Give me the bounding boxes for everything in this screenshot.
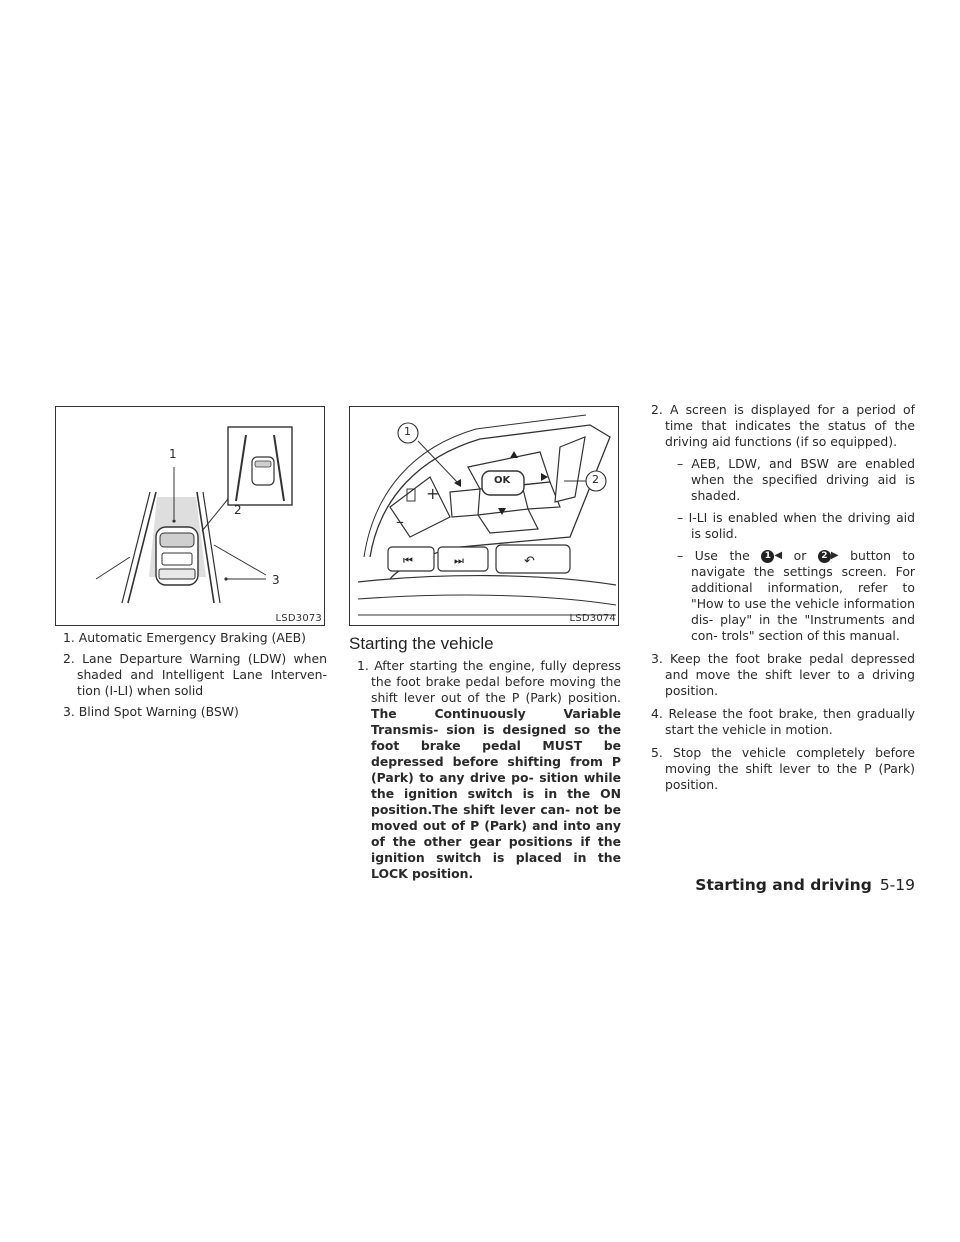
sub-item-text: – Use the bbox=[677, 548, 750, 563]
step-2-text: 2. A screen is displayed for a period of time that indicates the status of the driving aid functions (if so equipped). bbox=[651, 402, 915, 449]
caption-item: 2. Lane Departure Warning (LDW) when shaded and Intelligent Lane Interven- tion (I-LI) when solid bbox=[63, 651, 327, 698]
button-2-badge: 2 bbox=[818, 550, 831, 563]
sub-item-or: or bbox=[793, 548, 807, 563]
steps-list-continued bbox=[643, 402, 915, 793]
step-2 bbox=[643, 402, 915, 644]
button-1-badge: 1 bbox=[761, 550, 774, 563]
middle-column bbox=[349, 406, 621, 889]
left-column bbox=[55, 406, 327, 725]
figure-caption-list bbox=[55, 630, 327, 720]
svg-text:⏭: ⏭ bbox=[454, 554, 464, 567]
steering-switch-illustration bbox=[350, 407, 618, 625]
sub-item-text: button to navigate the settings screen. For additional information, refer to "How to use the vehicle information dis- play" in the "Instruments and con- trols" section of this manual. bbox=[691, 548, 915, 643]
page-number: 5-19 bbox=[879, 876, 915, 894]
caption-item: 1. Automatic Emergency Braking (AEB) bbox=[63, 630, 307, 645]
caption-item: 3. Blind Spot Warning (BSW) bbox=[63, 704, 239, 719]
step-2-sublist bbox=[665, 456, 915, 644]
callout-1: 1 bbox=[404, 425, 411, 438]
step-3: 3. Keep the foot brake pedal depressed and move the shift lever to a driving position. bbox=[651, 651, 915, 698]
driving-aids-figure bbox=[55, 406, 325, 626]
steering-switch-figure bbox=[349, 406, 619, 626]
svg-text:⏮: ⏮ bbox=[403, 554, 413, 567]
step-4: 4. Release the foot brake, then gradually start the vehicle in motion. bbox=[651, 706, 915, 737]
step-1-text: 1. After starting the engine, fully depress the foot brake pedal before moving the shift lever out of the P (Park) position. bbox=[357, 658, 621, 705]
driving-aids-illustration bbox=[56, 407, 324, 625]
sub-item: – I-LI is enabled when the driving aid is solid. bbox=[677, 510, 915, 541]
section-heading: Starting the vehicle bbox=[349, 634, 494, 653]
callout-3: 3 bbox=[272, 573, 280, 587]
step-5: 5. Stop the vehicle completely before moving the shift lever to the P (Park) position. bbox=[651, 745, 915, 792]
steps-list bbox=[349, 658, 621, 882]
right-column bbox=[643, 402, 915, 800]
page-footer bbox=[695, 876, 915, 894]
footer-section: Starting and driving bbox=[695, 876, 872, 894]
triangle-right-icon: ▶ bbox=[830, 550, 839, 561]
sub-item bbox=[665, 548, 915, 644]
sub-item: – AEB, LDW, and BSW are enabled when the specified driving aid is shaded. bbox=[677, 456, 915, 503]
svg-text:–: – bbox=[396, 512, 404, 531]
step-1-warning: The Continuously Variable Transmis- sion is designed so the foot brake pedal MUST be depressed before shifting from P (Park) to any drive po- sition while the ignition switch is in the ON position.The shift lever can- not be moved out of P (Park) and into any of the other gear positions if the ignition switch is placed in the LOCK position. bbox=[371, 706, 621, 881]
figure-id: LSD3074 bbox=[569, 613, 616, 624]
triangle-left-icon: ◀ bbox=[774, 550, 783, 561]
figure-id: LSD3073 bbox=[275, 613, 322, 624]
callout-1: 1 bbox=[169, 447, 177, 461]
svg-text:↶: ↶ bbox=[524, 554, 535, 569]
callout-2: 2 bbox=[592, 473, 599, 486]
ok-button-label: OK bbox=[494, 475, 511, 486]
svg-text:+: + bbox=[426, 484, 440, 503]
callout-2: 2 bbox=[234, 503, 242, 517]
step-1 bbox=[349, 658, 621, 882]
